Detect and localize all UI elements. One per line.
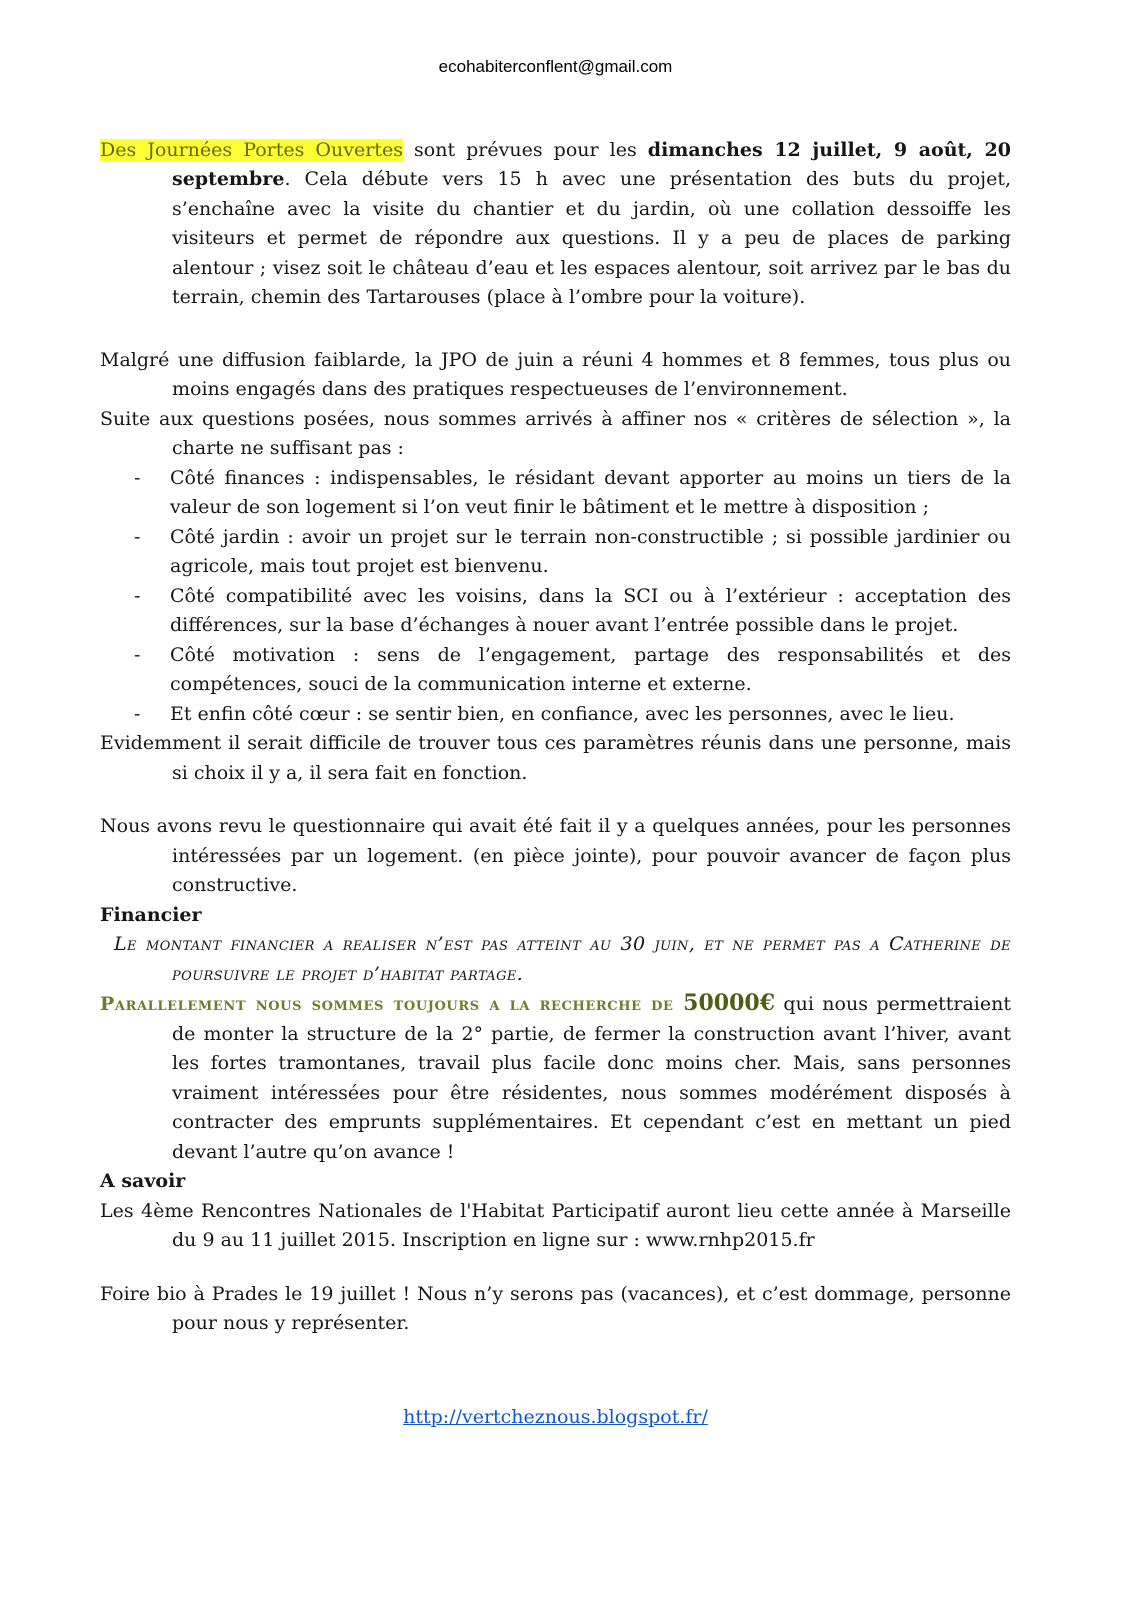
jpo-lead-text: sont prévues pour les <box>402 138 648 161</box>
criteria-item-finances <box>100 464 1011 523</box>
jpo-body-text: . Cela débute vers 15 h avec une présentation des buts du projet, s’enchaîne avec la visite du chantier et du jardin, où une collation dessoiffe les visiteurs et permet de répondre aux questions. Il y a peu de places de parking alentour ; visez soit le château d’eau et les espaces alentour, soit arrivez par le bas du terrain, chemin des Tartarouses (place à l’ombre pour la voiture). <box>172 168 1011 308</box>
highlighted-jpo-title: Des Journées Portes Ouvertes <box>100 138 403 161</box>
criteria-item-motivation <box>100 641 1011 700</box>
paragraph-suite: Suite aux questions posées, nous sommes arrivés à affiner nos « critères de sélection », la charte ne suffisant pas : <box>100 407 1011 459</box>
recherche-amount: 50000€ <box>683 990 776 1016</box>
recherche-body-text: qui nous permettraient de monter la structure de la 2° partie, de fermer la construction avant l’hiver, avant les fortes tramontanes, travail plus facile donc moins cher. Mais, sans personnes vraiment intéressées pour être résidentes, nous sommes modérément disposés à contracter des emprunts supplémentaires. Et cependant c’est en mettant un pied devant l’autre qu’on avance ! <box>172 993 1011 1163</box>
rencontres-text: Les 4ème Rencontres Nationales de l'Habitat Participatif auront lieu cette année à Marseille du 9 au 11 juillet 2015. Inscription en ligne sur : <box>100 1199 1011 1251</box>
criteria-item-text: Et enfin côté cœur : se sentir bien, en confiance, avec les personnes, avec le lieu. <box>170 702 955 725</box>
paragraph-recherche <box>100 989 1011 1167</box>
bullet-dash-icon: - <box>134 584 141 607</box>
bullet-dash-icon: - <box>134 466 141 489</box>
criteria-item-text: Côté jardin : avoir un projet sur le terrain non-constructible ; si possible jardinier ou agricole, mais tout projet est bienvenu. <box>170 525 1011 577</box>
bullet-dash-icon: - <box>134 525 141 548</box>
criteria-item-coeur <box>100 700 1011 730</box>
paragraph-questionnaire: Nous avons revu le questionnaire qui avait été fait il y a quelques années, pour les personnes intéressées par un logement. (en pièce jointe), pour pouvoir avancer de façon plus constructive. <box>100 815 1011 896</box>
rencontres-website-text: www.rnhp2015.fr <box>645 1229 815 1251</box>
criteria-item-compatibilite <box>100 582 1011 641</box>
financial-statement: Le montant financier a realiser n’est pas atteint au 30 juin, et ne permet pas a Catherine de poursuivre le projet d’habitat partage. <box>114 933 1011 985</box>
bullet-dash-icon: - <box>134 643 141 666</box>
criteria-item-text: Côté compatibilité avec les voisins, dans la SCI ou à l’extérieur : acceptation des différences, sur la base d’échanges à nouer avant l’entrée possible dans le projet. <box>170 584 1011 636</box>
criteria-item-jardin <box>100 523 1011 582</box>
header-email: ecohabiterconflent@gmail.com <box>438 57 673 76</box>
paragraph-evidemment: Evidemment il serait difficile de trouver tous ces paramètres réunis dans une personne, mais si choix il y a, il sera fait en fonction. <box>100 732 1011 784</box>
jpo-dates-bold: dimanches 12 juillet, 9 août, 20 septembre <box>172 138 1011 190</box>
section-heading-financier: Financier <box>100 903 202 926</box>
section-heading-asavoir: A savoir <box>100 1170 186 1192</box>
paragraph-malgre: Malgré une diffusion faiblarde, la JPO de juin a réuni 4 hommes et 8 femmes, tous plus ou moins engagés dans des pratiques respectueuses de l’environnement. <box>100 348 1011 400</box>
paragraph-jpo <box>100 136 1011 313</box>
footer <box>100 1403 1011 1433</box>
recherche-green-lead: Parallelement nous sommes toujours a la recherche de <box>100 993 684 1015</box>
criteria-item-text: Côté motivation : sens de l’engagement, partage des responsabilités et des compétences, souci de la communication interne et externe. <box>170 643 1011 695</box>
footer-blog-link[interactable]: http://vertcheznous.blogspot.fr/ <box>403 1405 708 1428</box>
bullet-dash-icon: - <box>134 702 141 725</box>
paragraph-rencontres <box>100 1197 1011 1256</box>
paragraph-foire: Foire bio à Prades le 19 juillet ! Nous n’y serons pas (vacances), et c’est dommage, personne pour nous y représenter. <box>100 1282 1011 1334</box>
criteria-item-text: Côté finances : indispensables, le résidant devant apporter au moins un tiers de la valeur de son logement si l’on veut finir le bâtiment et le mettre à disposition ; <box>170 466 1011 518</box>
